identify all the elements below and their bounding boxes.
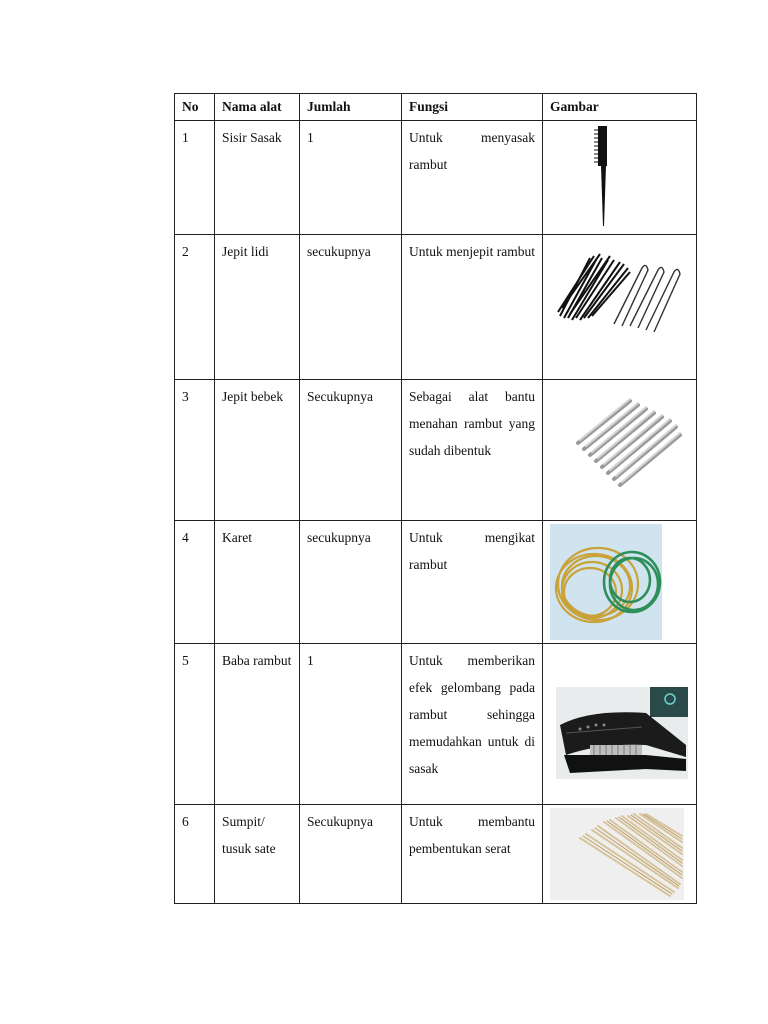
table-row xyxy=(175,644,697,805)
cell-gambar xyxy=(543,805,697,904)
cell-jumlah: 1 xyxy=(300,644,402,805)
cell-nama: Jepit lidi xyxy=(215,235,300,380)
header-jumlah: Jumlah xyxy=(300,94,402,121)
header-fungsi: Fungsi xyxy=(402,94,543,121)
cell-gambar xyxy=(543,235,697,380)
cell-no: 2 xyxy=(175,235,215,380)
duckbill-clips-icon xyxy=(550,383,690,493)
cell-nama: Sumpit/ tusuk sate xyxy=(215,805,300,904)
cell-nama: Baba rambut xyxy=(215,644,300,805)
cell-fungsi: Untuk menjepit rambut xyxy=(402,235,543,380)
cell-gambar xyxy=(543,121,697,235)
cell-no: 3 xyxy=(175,380,215,521)
cell-gambar xyxy=(543,380,697,521)
table-row xyxy=(175,235,697,380)
cell-fungsi: Untuk mengikat rambut xyxy=(402,521,543,644)
cell-jumlah: Secukupnya xyxy=(300,380,402,521)
cell-no: 6 xyxy=(175,805,215,904)
table-row xyxy=(175,380,697,521)
cell-nama: Sisir Sasak xyxy=(215,121,300,235)
header-gambar: Gambar xyxy=(543,94,697,121)
table-row xyxy=(175,521,697,644)
cell-gambar xyxy=(543,644,697,805)
cell-jumlah: secukupnya xyxy=(300,521,402,644)
cell-gambar xyxy=(543,521,697,644)
skewers-icon xyxy=(550,808,684,900)
cell-fungsi: Untuk memberikan efek gelombang pada rambut sehingga memudahkan untuk di sasak xyxy=(402,644,543,805)
rubber-bands-icon xyxy=(550,524,662,640)
table-header-row xyxy=(175,94,697,121)
cell-jumlah: secukupnya xyxy=(300,235,402,380)
header-nama-alat: Nama alat xyxy=(215,94,300,121)
tools-table xyxy=(174,93,697,904)
cell-no: 5 xyxy=(175,644,215,805)
cell-no: 4 xyxy=(175,521,215,644)
cell-nama: Jepit bebek xyxy=(215,380,300,521)
cell-jumlah: 1 xyxy=(300,121,402,235)
cell-fungsi: Sebagai alat bantu menahan rambut yang sudah dibentuk xyxy=(402,380,543,521)
cell-fungsi: Untuk membantu pembentukan serat xyxy=(402,805,543,904)
cell-jumlah: Secukupnya xyxy=(300,805,402,904)
tail-comb-icon xyxy=(550,124,650,230)
crimper-iron-icon xyxy=(550,647,690,787)
table-row xyxy=(175,121,697,235)
table-row xyxy=(175,805,697,904)
cell-no: 1 xyxy=(175,121,215,235)
cell-nama: Karet xyxy=(215,521,300,644)
header-no: No xyxy=(175,94,215,121)
cell-fungsi: Untuk menyasak rambut xyxy=(402,121,543,235)
bobby-pins-icon xyxy=(550,238,690,338)
